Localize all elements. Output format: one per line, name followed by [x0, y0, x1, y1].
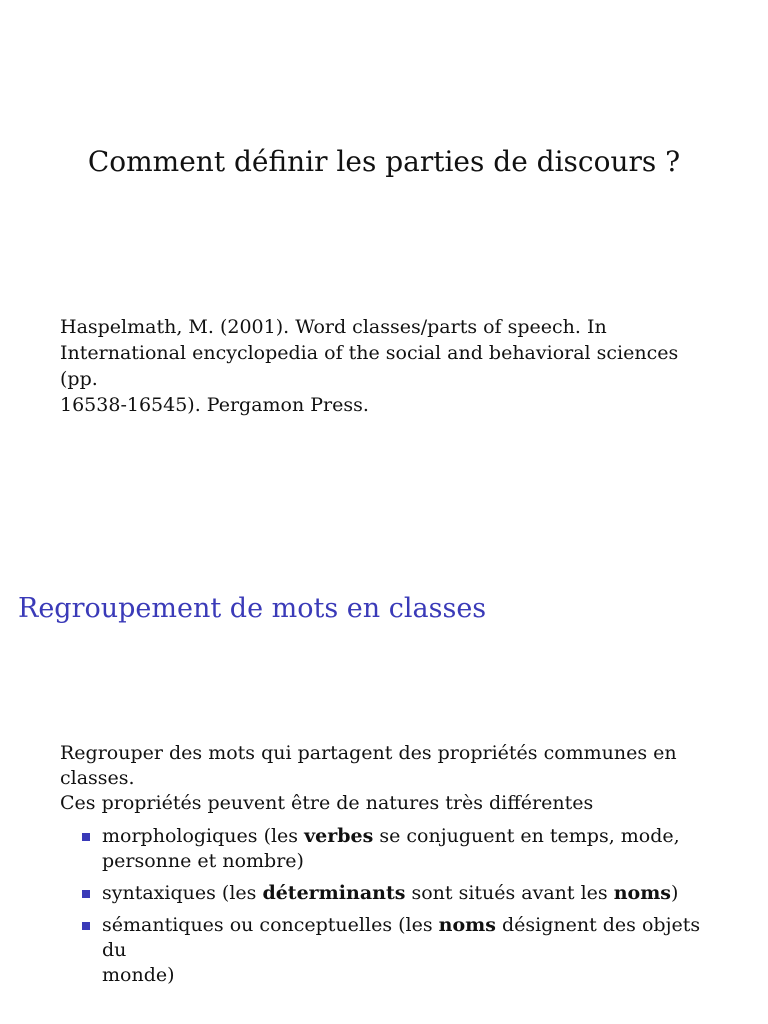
square-bullet-icon [82, 922, 90, 930]
intro-line-3: Ces propriétés peuvent être de natures très différentes [60, 792, 594, 814]
reference-citation [60, 314, 710, 418]
list-item-bold-term: déterminants [262, 882, 406, 904]
list-item-bold-term: verbes [304, 825, 374, 847]
list-item-text: sémantiques ou conceptuelles (les [102, 914, 439, 936]
intro-line-1: Regrouper des mots qui partagent des propriétés communes en [60, 742, 677, 764]
reference-line-3: 16538-16545). Pergamon Press. [60, 394, 369, 416]
intro-paragraph [60, 741, 700, 816]
list-item-morphological [82, 824, 722, 874]
list-item-text: désignent des objets du [102, 914, 701, 961]
reference-line-1: Haspelmath, M. (2001). Word classes/parts of speech. In [60, 316, 607, 338]
list-item-text: ) [671, 882, 679, 904]
list-item-text: syntaxiques (les [102, 882, 263, 904]
list-item-semantic [82, 913, 722, 988]
list-item-bold-term: noms [438, 914, 496, 936]
list-item-text: sont situés avant les [405, 882, 614, 904]
property-list [82, 824, 722, 995]
list-item-text: morphologiques (les [102, 825, 305, 847]
list-item-syntactic [82, 881, 722, 906]
square-bullet-icon [82, 890, 90, 898]
intro-line-2: classes. [60, 767, 135, 789]
reference-line-2: International encyclopedia of the social and behavioral sciences (pp. [60, 342, 679, 390]
list-item-text: se conjuguent en temps, mode, [373, 825, 680, 847]
square-bullet-icon [82, 833, 90, 841]
list-item-text: monde) [102, 964, 175, 986]
page-title: Comment définir les parties de discours ? [87, 145, 681, 178]
section-title: Regroupement de mots en classes [18, 593, 487, 624]
list-item-bold-term: noms [613, 882, 672, 904]
list-item-text: personne et nombre) [102, 850, 304, 872]
